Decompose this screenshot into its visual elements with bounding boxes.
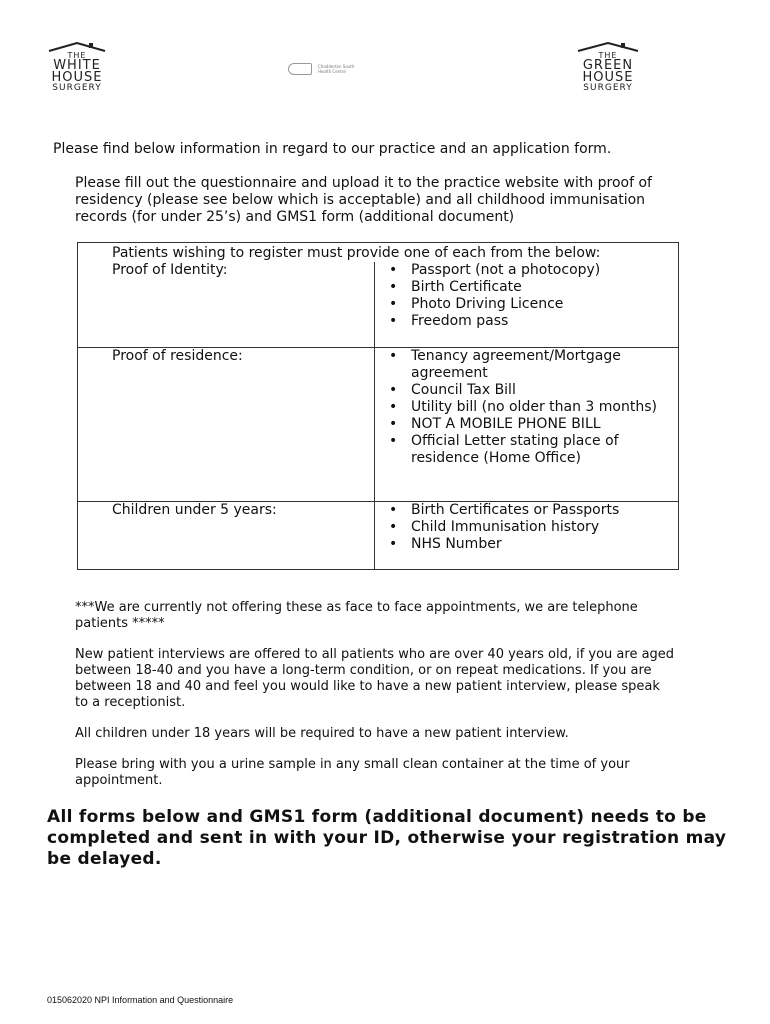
logo-left-line1: THE [67, 51, 87, 60]
green-house-surgery-logo [572, 42, 644, 93]
logo-left-line2: WHITE [53, 58, 101, 73]
logo-right-line1: THE [598, 51, 618, 60]
row-items [375, 348, 679, 502]
health-centre-mark-icon [288, 63, 312, 75]
footer-text: 015062020 NPI Information and Questionnaire [47, 995, 234, 1005]
forms-warning: All forms below and GMS1 form (additional document) needs to be completed and sent in with your ID, otherwise your registration may be delayed. [47, 807, 727, 869]
list-item: • Photo Driving Licence [411, 296, 678, 313]
instructions-text: Please fill out the questionnaire and upload it to the practice website with proof of residency (please see below which is acceptable) and all childhood immunisation records (for under 25’s) and GMS1 form (additional document) [75, 175, 652, 225]
urine-sample-note: Please bring with you a urine sample in any small clean container at the time of your appointment. [75, 757, 630, 788]
telephone-note: ***We are currently not offering these as face to face appointments, we are telephone patients ***** [75, 600, 638, 631]
row-items [375, 502, 679, 570]
requirements-heading: Patients wishing to register must provide one of each from the below: [78, 243, 679, 263]
list-item: • Child Immunisation history [411, 519, 678, 536]
list-item: • Utility bill (no older than 3 months) [411, 399, 678, 416]
bullet-list [385, 502, 678, 553]
list-item: • Birth Certificates or Passports [411, 502, 678, 519]
list-item: • Birth Certificate [411, 279, 678, 296]
list-item: • Freedom pass [411, 313, 678, 330]
health-centre-logo [288, 63, 354, 75]
intro-text: Please find below information in regard to our practice and an application form. [53, 141, 612, 157]
row-label: Proof of Identity: [78, 262, 375, 348]
children-note: All children under 18 years will be required to have a new patient interview. [75, 726, 569, 741]
list-item: • NHS Number [411, 536, 678, 553]
requirements-table [77, 242, 679, 570]
bullet-list [385, 348, 678, 467]
logo-right-line2: GREEN [582, 58, 634, 73]
table-row [78, 262, 679, 348]
list-item: • Tenancy agreement/Mortgage agreement [411, 348, 678, 382]
logo-center-line1: Chadderton South [318, 64, 355, 69]
row-label: Children under 5 years: [78, 502, 375, 570]
list-item: • Council Tax Bill [411, 382, 678, 399]
row-items [375, 262, 679, 348]
list-item: • NOT A MOBILE PHONE BILL [411, 416, 678, 433]
row-label: Proof of residence: [78, 348, 375, 502]
table-row [78, 348, 679, 502]
table-row [78, 502, 679, 570]
interviews-note: New patient interviews are offered to all patients who are over 40 years old, if you are aged between 18-40 and you have a long-term condition, or on repeat medications. If you are between 18 and 40 and feel you would like to have a new patient interview, please speak to a receptionist. [75, 647, 675, 710]
table-heading-row [78, 243, 679, 263]
logo-left-line4: SURGERY [52, 83, 102, 93]
list-item: • Passport (not a photocopy) [411, 262, 678, 279]
list-item: • Official Letter stating place of residence (Home Office) [411, 433, 678, 467]
logo-right-line3: HOUSE [582, 70, 634, 85]
bullet-list [385, 262, 678, 330]
white-house-surgery-logo [44, 42, 110, 93]
logo-right-line4: SURGERY [583, 83, 633, 93]
logo-center-line2: Health Centre [318, 69, 346, 74]
logo-left-line3: HOUSE [51, 70, 103, 85]
